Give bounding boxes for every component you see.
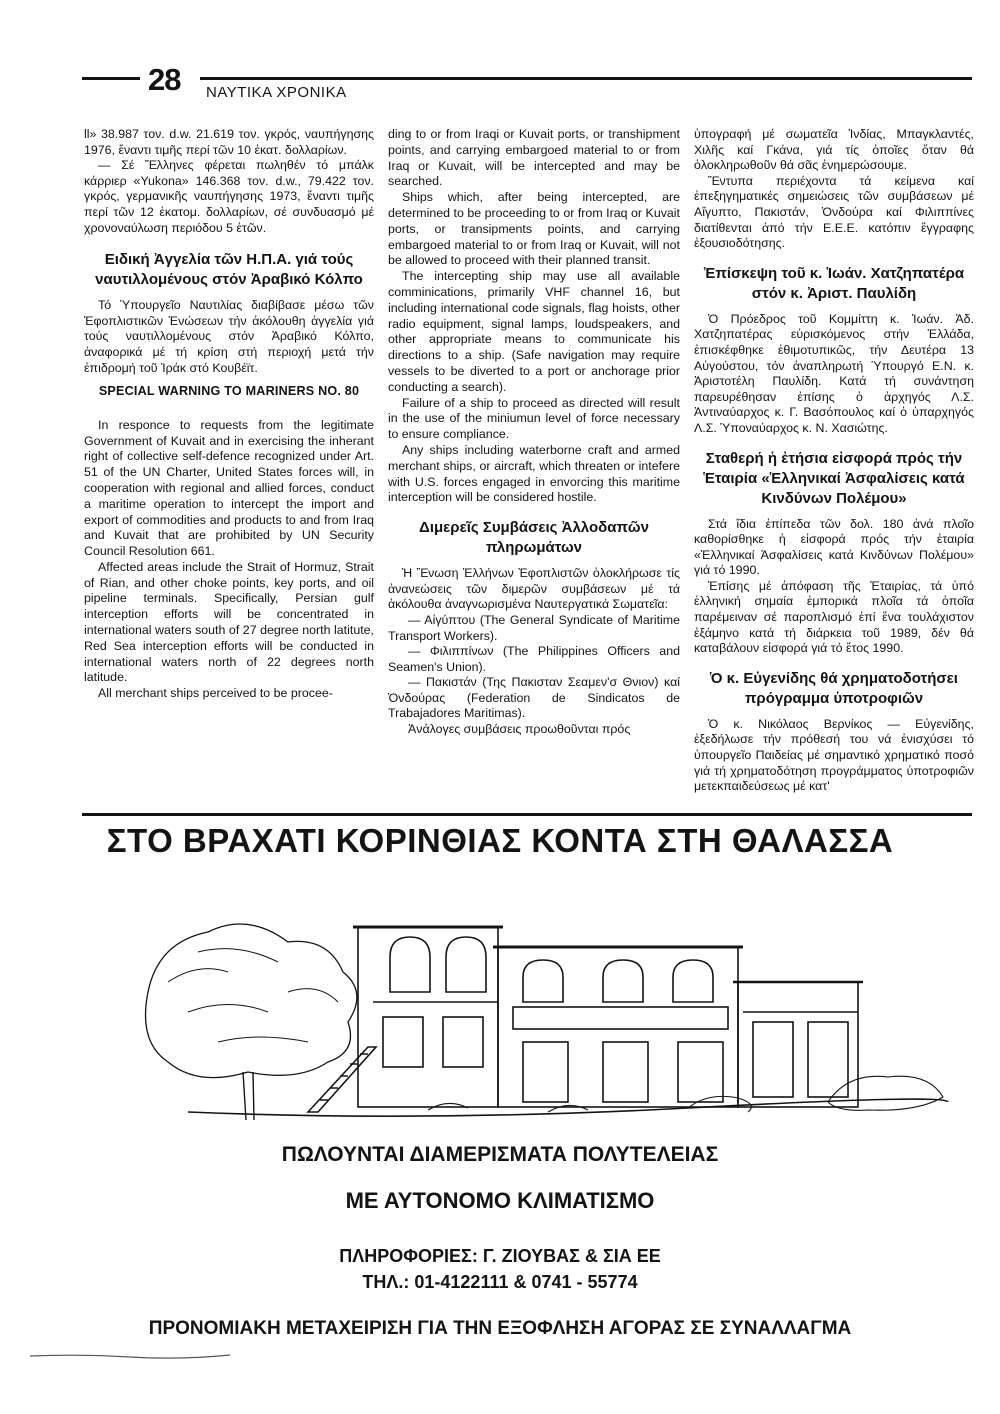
publication-title: ΝΑΥΤΙΚΑ ΧΡΟΝΙΚΑ [206,84,347,101]
article-paragraph: Any ships including waterborne craft and armed merchant ships, or aircraft, which threaten or intefere with U.S. forces engaged in envorcing this maritime interception will be considered hostile. [388,442,680,505]
ad-line-apartments: ΠΩΛΟΥΝΤΑΙ ΔΙΑΜΕΡΙΣΜΑΤΑ ΠΟΛΥΤΕΛΕΙΑΣ [281,1143,719,1166]
article-paragraph: Ὁ κ. Νικόλαος Βερνίκος — Εὐγενίδης, ἐξεδήλωσε τήν πρόθεσή του νά ἐνισχύσει τό ὑπουργεῖο Παιδείας μέ σημαντικό χρηματικό ποσό γιά τή χρηματοδότηση προγράμματος ὑποτροφιῶν μετεκπαιδεύσεως μέ κατ' [694,716,974,794]
apartment-building-illustration [128,872,958,1134]
tree-left-sketch [146,924,357,1120]
special-warning-subheading: SPECIAL WARNING TO MARINERS NO. 80 [98,384,360,399]
article-headline-scholarships: Ὁ κ. Εὐγενίδης θά χρηματοδοτήσει πρόγραμμα ὑποτροφιῶν [710,669,958,707]
exterior-staircase [308,1047,376,1112]
article-headline-us-warning: Ειδική Ἀγγελία τῶν Η.Π.Α. γιά τούς ναυτιλλομένους στόν Ἀραβικό Κόλπο [95,251,363,289]
article-paragraph: Στά ἴδια ἐπίπεδα τῶν δολ. 180 ἀνά πλοῖο καθορίσθηκε ἡ εἰσφορά πρός τήν ἑταιρία «Ἑλληνικαί Ἀσφαλίσεις κατά Κινδύνων Πολέμου» γιά τό 1990. [694,516,974,578]
list-item: — Φιλιππίνων (The Philippines Officers and Seamen's Union). [388,644,680,674]
ad-contact: ΠΛΗΡΟΦΟΡΙΕΣ: Γ. ΖΙΟΥΒΑΣ & ΣΙΑ ΕΕ [339,1246,661,1266]
article-paragraph: ding to or from Iraqi or Kuvait ports, or transhipment points, and carrying embargoed material to or from Iraq or Kuvait, will be intercepted and may be searched. [388,127,680,189]
header-rule-right [200,77,972,80]
article-headline-visit: Ἐπίσκεψη τοῦ κ. Ἰωάν. Χατζηπατέρα στόν κ. Ἀριστ. Παυλίδη [703,264,965,302]
article-headline-bilateral-agreements: Διμερεῖς Συμβάσεις Ἀλλοδαπῶν πληρωμάτων [419,519,649,557]
column-1 [84,127,374,807]
intro-paragraph: — Σέ Ἕλληνες φέρεται πωληθέν τό μπάλκ κάρριερ «Yukona» 146.368 τον. d.w., 79.422 τον. γκρός, γερμανικῆς ναυπήγησης 1973, ἔναντι τιμῆς περί τῶν 12 ἑκατομ. δολλαρίων, σέ συνδυασμό μέ χρονοναύλωση περιόδου 5 ἐτῶν. [84,158,374,235]
ad-footer: ΠΡΟΝΟΜΙΑΚΗ ΜΕΤΑΧΕΙΡΙΣΗ ΓΙΑ ΤΗΝ ΕΞΟΦΛΗΣΗ ΑΓΟΡΑΣ ΣΕ ΣΥΝΑΛΛΑΓΜΑ [148,1318,852,1339]
article-paragraph: ὑπογραφή μέ σωματεῖα Ἰνδίας, Μπαγκλαντές, Χιλῆς καί Γκάνα, γιά τίς ὁποῖες ὅταν θά ὁλοκληρωθοῦν θά σᾶς ἐνημερώσουμε. [694,127,974,173]
ad-phone: ΤΗΛ.: 01-4122111 & 0741 - 55774 [362,1272,638,1292]
article-paragraph: All merchant ships perceived to be procee- [98,686,333,701]
building-left-block [353,927,503,1107]
article-paragraph: Ἡ Ἕνωση Ἑλλήνων Ἐφοπλιστῶν ὁλοκλήρωσε τίς ἀνανεώσεις τῶν διμερῶν συμβάσεων μέ τά ἀκόλουθα ἀναγνωρισμένα Ναυτεργατικά Σωματεῖα: [388,566,680,612]
ad-line-air-conditioning: ΜΕ ΑΥΤΟΝΟΜΟ ΚΛΙΜΑΤΙΣΜΟ [345,1188,655,1213]
column-2 [388,127,680,807]
article-paragraph: Affected areas include the Strait of Hormuz, Strait of Rian, and other choke points, key ports, and oil pipeline terminals. Specifically, Persian gulf interception efforts will be concentrated in international waters south of 27 degree north latitute, Red Sea interception efforts will be conducted in international waters north of 22 degrees north latitude. [84,559,374,685]
ad-headline: ΣΤΟ ΒΡΑΧΑΤΙ ΚΟΡΙΝΘΙΑΣ ΚΟΝΤΑ ΣΤΗ ΘΑΛΑΣΣΑ [106,822,894,859]
section-divider [82,813,972,816]
article-paragraph: In responce to requests from the legitimate Government of Kuvait and in exercising the inherant right of collective self-defence recognized under Art. 51 of the UN Charter, United States forces will, in cooperation with regional and allied forces, conduct a maritime operation to intercept the import and export of commodities and products to and from Iraq and Kuvait that are prohibited by UN Security Council Resolution 661. [84,417,374,559]
scan-smudge [30,1352,230,1360]
intro-paragraph: ll» 38.987 τον. d.w. 21.619 τον. γκρός, ναυπήγησης 1976, ἔναντι τιμῆς περί τῶν 10 ἑκατ. δολλαρίων. [84,127,374,157]
article-paragraph: Ships which, after being intercepted, are determined to be proceeding to or from Iraq or Kuvait ports, or transipments points, and carrying embargoed material to or from Iraq or Kuvait, will not be allowed to proceed with their planned transit. [388,190,680,268]
column-3 [694,127,974,807]
article-headline-war-risk-insurance: Σταθερή ἡ ἐτήσια εἰσφορά πρός τήν Ἑταιρία «Ἑλληνικαί Ἀσφαλίσεις κατά Κινδύνων Πολέμου» [703,449,965,507]
list-item: — Αἰγύπτου (The General Syndicate of Maritime Transport Workers). [388,612,680,643]
article-paragraph: Ἐπίσης μέ ἀπόφαση τῆς Ἑταιρίας, τά ὑπό ἑλληνική σημαία ἐμπορικά πλοῖα τά ὁποῖα παρέμειναν σέ παροπλισμό ἐπί ἕνα τουλάχιστον ἑξάμηνο κατά τή διάρκεια τοῦ 1989, δέν θά καταβάλουν εἰσφορά γιά τό ἔτος 1990. [694,578,974,656]
header-rule-left [82,77,140,80]
list-item: — Πακιστάν (Της Πακισταν Σεαμεν'σ Θνιον) καί Ὁνδούρας (Federation de Sindicatos de Trabajadores Maritimas). [388,675,680,721]
page-number: 28 [148,62,181,97]
building-far-wing [733,982,863,1107]
page-header [82,62,972,110]
building-right-block [493,947,743,1107]
article-paragraph: The intercepting ship may use all available comminications, primarily VHF channel 16, but including international code signals, flag hoists, other radio equipment, signal lamps, loudspeakers, and other appropriate means to communicate his directions to a ship. (Safe navigation may require vessels to be diverted to a port or anchorage prior conducting a search). [388,269,680,394]
list-item: Ἀνάλογες συμβάσεις προωθοῦνται πρός [408,722,631,737]
article-paragraph: Τό Ὑπουργεῖο Ναυτιλίας διαβίβασε μέσω τῶν Ἐφοπλιστικῶν Ἑνώσεων τήν ἀκόλουθη ἀγγελία γιά τούς ναυτιλλομένους στόν Ἀραβικό Κόλπο, ἀναφορικά μέ τή κρίση στή περιοχή μετά τήν ἐπιδρομή τοῦ Ἰράκ στό Κουβέϊτ. [84,298,374,375]
article-paragraph: Ἔντυπα περιέχοντα τά κείμενα καί ἐπεξηγηματικές σημειώσεις τῶν συμβάσεων μέ Αἴγυπτο, Πακιστάν, Ὁνδούρα καί Φιλιππίνες διατίθενται ἀπό τήν Ε.Ε.Ε. κατόπιν ἔγγραφης ἐξουσιοδότησης. [694,173,974,251]
article-paragraph: Failure of a ship to proceed as directed will result in the use of the miniumun level of force necessary to ensure compliance. [388,395,680,442]
article-paragraph: Ὁ Πρόεδρος τοῦ Κομμίττη κ. Ἰωάν. Ἀδ. Χατζηπατέρας εὑρισκόμενος στήν Ἑλλάδα, ἐπισκέφθηκε ἐθιμοτυπικῶς, τήν Δευτέρα 13 Αὐγούστου, τόν ἀναπληρωτή Ὑπουργό Ε.Ν. κ. Ἀριστοτέλη Παυλίδη. Κατά τή συνάντηση παρευρέθησαν ἐπίσης ὁ ἀρχηγός Λ.Σ. Ἀντιναύαρχος κ. Γ. Βασόπουλος καί ὁ ὑπαρχηγός Λ.Σ. Ὑποναύαρχος κ. Ν. Χασιώτης. [694,311,974,435]
